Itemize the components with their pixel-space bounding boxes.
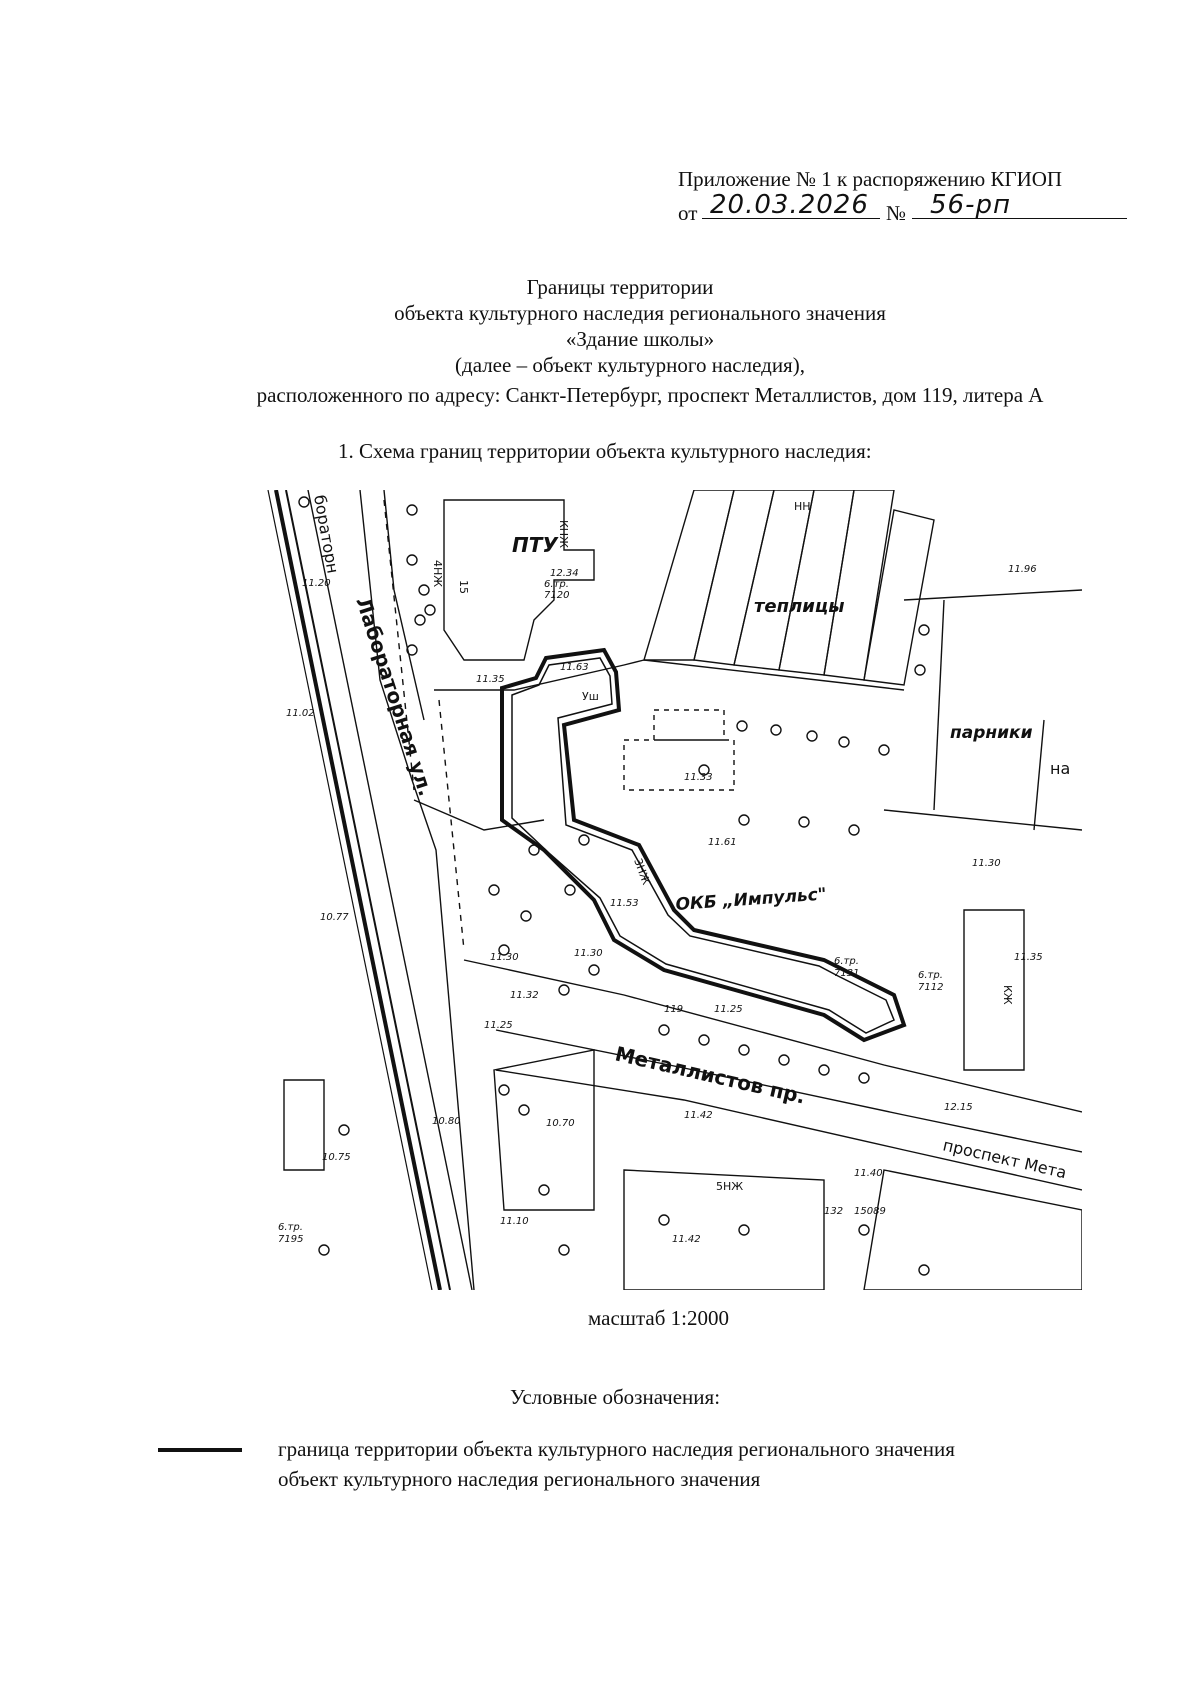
appendix-line: Приложение № 1 к распоряжению КГИОП <box>678 167 1063 191</box>
map-drawing <box>264 490 1082 1290</box>
map-label-132: 132 <box>824 1206 844 1217</box>
map-label-greenhouses: теплицы <box>754 596 845 617</box>
legend-item-boundary: граница территории объекта культурного наследия регионального значения <box>278 1437 955 1461</box>
elevation-mark: 11.53 <box>610 898 639 909</box>
map-label-street-met-2: проспект Мета <box>941 1135 1069 1183</box>
map-label-na: на <box>1050 759 1071 778</box>
elevation-mark: 11.33 <box>684 772 713 783</box>
elevation-mark: 10.75 <box>322 1152 351 1163</box>
elevation-mark: 12.34 <box>550 568 579 579</box>
title-line-2: объекта культурного наследия регионального значения <box>394 301 886 325</box>
elevation-mark: 11.42 <box>684 1110 713 1121</box>
legend-line-symbol <box>158 1448 242 1452</box>
elevation-mark: 11.40 <box>854 1168 883 1179</box>
number-handwritten: 56-рп <box>930 190 1011 220</box>
map-label-street-lab: Лабораторная ул. <box>351 594 439 800</box>
elevation-mark: 11.35 <box>1014 952 1043 963</box>
elevation-mark: 11.63 <box>560 662 589 673</box>
map-label-ptu: ПТУ <box>512 533 558 557</box>
title-line-1: Границы территории <box>526 275 714 299</box>
elevation-mark: 11.42 <box>672 1234 701 1245</box>
map-label-15089: 15089 <box>854 1206 886 1217</box>
elevation-mark: 11.30 <box>972 858 1001 869</box>
elevation-mark: 10.77 <box>320 912 349 923</box>
elevation-mark: 11.61 <box>708 837 737 848</box>
legend-title: Условные обозначения: <box>510 1385 721 1409</box>
map-label-street-met: Металлистов пр. <box>612 1041 808 1109</box>
elevation-mark: 10.70 <box>546 1118 575 1129</box>
map-label-okb: ОКБ „Импульс" <box>674 884 828 915</box>
building-right-kn <box>964 910 1024 1070</box>
elevation-mark: 12.15 <box>944 1102 973 1113</box>
elevation-mark: 11.30 <box>574 948 603 959</box>
title-line-3: «Здание школы» <box>565 327 715 351</box>
elevation-mark: 10.80 <box>432 1116 461 1127</box>
map-label-tp4: 6.тр. <box>278 1222 303 1233</box>
map-label-tp2-number: 7131 <box>834 968 860 979</box>
map-label-15: 15 <box>457 580 470 594</box>
map-label-119: 119 <box>664 1004 684 1015</box>
date-handwritten: 20.03.2026 <box>710 190 869 220</box>
map-label-ush: Уш <box>582 690 599 703</box>
elevation-mark: 11.25 <box>714 1004 743 1015</box>
map-label-kn: КЖ <box>1001 985 1014 1005</box>
map-label-knn: КНЖ <box>557 520 570 548</box>
map-label-5nzh: 5НЖ <box>716 1180 744 1193</box>
number-label: № <box>886 201 907 225</box>
map-label-parniki: парники <box>950 723 1033 743</box>
from-label: от <box>678 201 698 225</box>
map-label-tp3-number: 7112 <box>918 982 944 993</box>
map-label-tp4-number: 7195 <box>278 1234 304 1245</box>
elevation-mark: 11.35 <box>476 674 505 685</box>
elevation-mark: 11.20 <box>302 578 331 589</box>
elevation-mark: 11.96 <box>1008 564 1037 575</box>
map-label-tp1: 6.тр. <box>544 579 569 590</box>
map-label-nn: НН <box>794 500 811 513</box>
map-label-street-lab-small: бораторн <box>310 493 343 575</box>
elevation-mark: 11.30 <box>490 952 519 963</box>
greenhouses <box>644 490 934 690</box>
elevation-mark: 11.32 <box>510 990 539 1001</box>
elevation-mark: 11.02 <box>286 708 315 719</box>
scale-label: масштаб 1:2000 <box>588 1306 729 1330</box>
title-line-5: расположенного по адресу: Санкт-Петербург, проспект Металлистов, дом 119, литера А <box>256 383 1044 407</box>
elevation-mark: 11.25 <box>484 1020 513 1031</box>
map-label-tp2: 6.тр. <box>834 956 859 967</box>
elevation-mark: 11.10 <box>500 1216 529 1227</box>
street-lab-edge-1 <box>308 490 472 1290</box>
title-line-4: (далее – объект культурного наследия), <box>455 353 805 377</box>
map-label-tp1-number: 7120 <box>544 590 570 601</box>
building-left <box>284 1080 324 1170</box>
map-label-3nzh: 3НЖ <box>631 856 653 887</box>
boundary-map <box>264 490 1082 1290</box>
legend-item-heritage: объект культурного наследия регионального значения <box>278 1467 761 1491</box>
section-1-heading: 1. Схема границ территории объекта культурного наследия: <box>338 439 872 463</box>
map-label-tp3: 6.тр. <box>918 970 943 981</box>
map-label-4nzh: 4НЖ <box>431 560 444 588</box>
